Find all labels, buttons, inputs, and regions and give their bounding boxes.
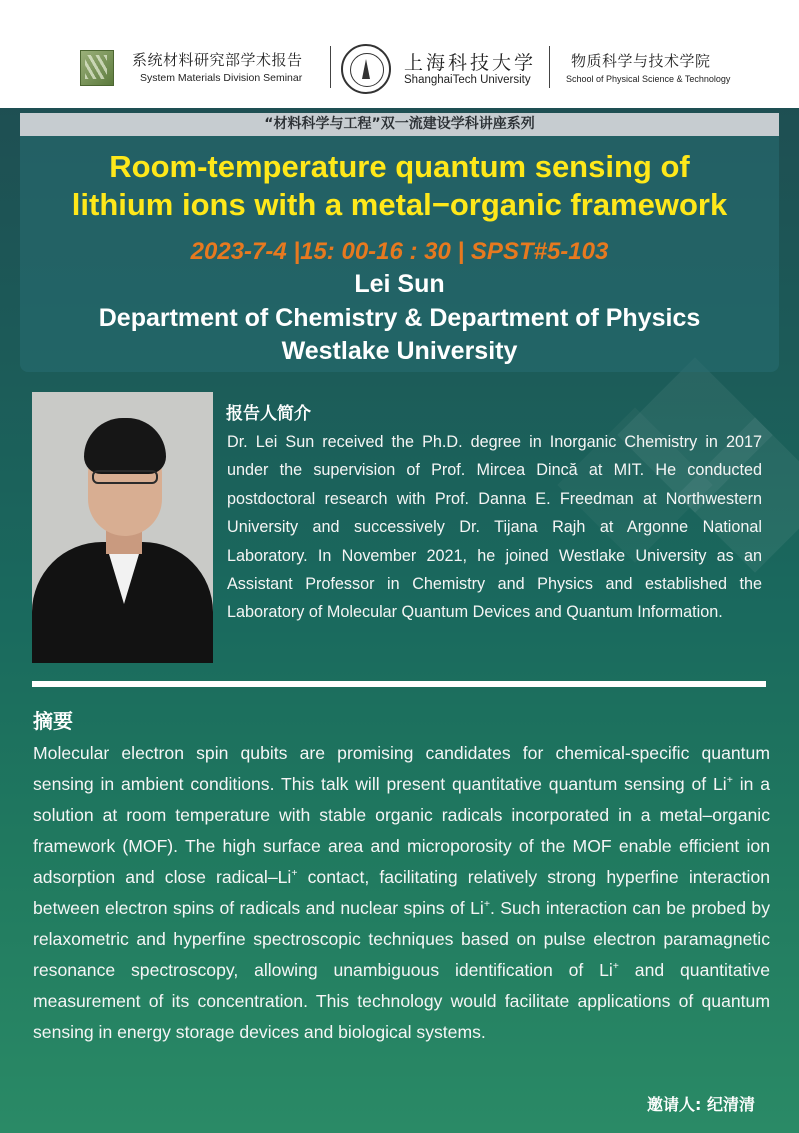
abstract-heading: 摘要 — [33, 709, 73, 733]
abstract-segment: Molecular electron spin qubits are promising candidates for chemical-specific quantum sensing in ambient conditions. This talk will present quantitative quantum sensing of Li — [33, 743, 770, 794]
school-name-en: School of Physical Science & Technology — [566, 74, 731, 84]
talk-title-line: Room-temperature quantum sensing of — [109, 149, 690, 184]
speaker-affiliation: Department of Chemistry & Department of Physics — [98, 304, 701, 332]
photo-hair — [84, 418, 166, 474]
superscript-plus: + — [726, 774, 733, 787]
lecture-series-banner: “材料科学与工程”双一流建设学科讲座系列 — [20, 113, 779, 136]
bio-text: Dr. Lei Sun received the Ph.D. degree in Inorganic Chemistry in 2017 under the supervision of Prof. Mircea Dincă at MIT. He conducted postdoctoral research with Prof. Danna E. Freedman at Northwestern University and successively Dr. Tijana Rajh at Argonne National Laboratory. In November 2021, he joined Westlake University as an Assistant Professor in Chemistry and Physics and established the Laboratory of Molecular Quantum Devices and Quantum Information. — [227, 433, 762, 622]
abstract-segment: contact, facilitating relatively strong hyperfine interaction between electron spins of radicals and nuclear spins of Li — [33, 867, 771, 918]
university-name-en: ShanghaiTech University — [404, 74, 531, 86]
division-title-cn: 系统材料研究部学术报告 — [132, 51, 303, 69]
abstract-segment: . Such interaction can be probed by relaxometric and hyperfine spectroscopic techniques based on pulse electron paramagnetic resonance spectroscopy, allowing unambiguous identification of Li — [33, 898, 770, 980]
section-divider — [32, 681, 766, 687]
bio-heading: 报告人简介 — [226, 404, 311, 424]
speaker-name: Lei Sun — [354, 270, 445, 298]
header-divider — [549, 46, 550, 88]
header-banner — [0, 0, 799, 108]
speaker-photo — [32, 392, 213, 663]
division-title-en: System Materials Division Seminar — [140, 72, 303, 84]
abstract-text — [33, 738, 770, 1048]
talk-date-time-location: 2023-7-4 |15: 00-16 : 30 | SPST#5-103 — [190, 238, 609, 265]
host-name: 邀请人: 纪清清 — [647, 1095, 755, 1114]
photo-glasses — [92, 470, 158, 484]
university-seal-icon — [341, 44, 391, 94]
superscript-plus: + — [612, 960, 619, 973]
superscript-plus: + — [483, 898, 490, 911]
division-logo-icon — [80, 50, 114, 86]
talk-title-line: lithium ions with a metal−organic framework — [71, 187, 728, 222]
speaker-institution: Westlake University — [281, 337, 518, 365]
school-name-cn: 物质科学与技术学院 — [571, 52, 711, 70]
abstract-segment: and quantitative measurement of its concentration. This technology would facilitate applications of quantum sensing in energy storage devices and biological systems. — [33, 960, 770, 1042]
superscript-plus: + — [291, 867, 298, 880]
talk-title — [20, 148, 779, 224]
header-divider — [330, 46, 331, 88]
university-name-cn: 上海科技大学 — [404, 52, 537, 74]
abstract-segment: in a solution at room temperature with stable organic radicals incorporated in a metal–organic framework (MOF). The high surface area and microporosity of the MOF enable efficient ion adsorption and close radical–Li — [33, 774, 770, 887]
